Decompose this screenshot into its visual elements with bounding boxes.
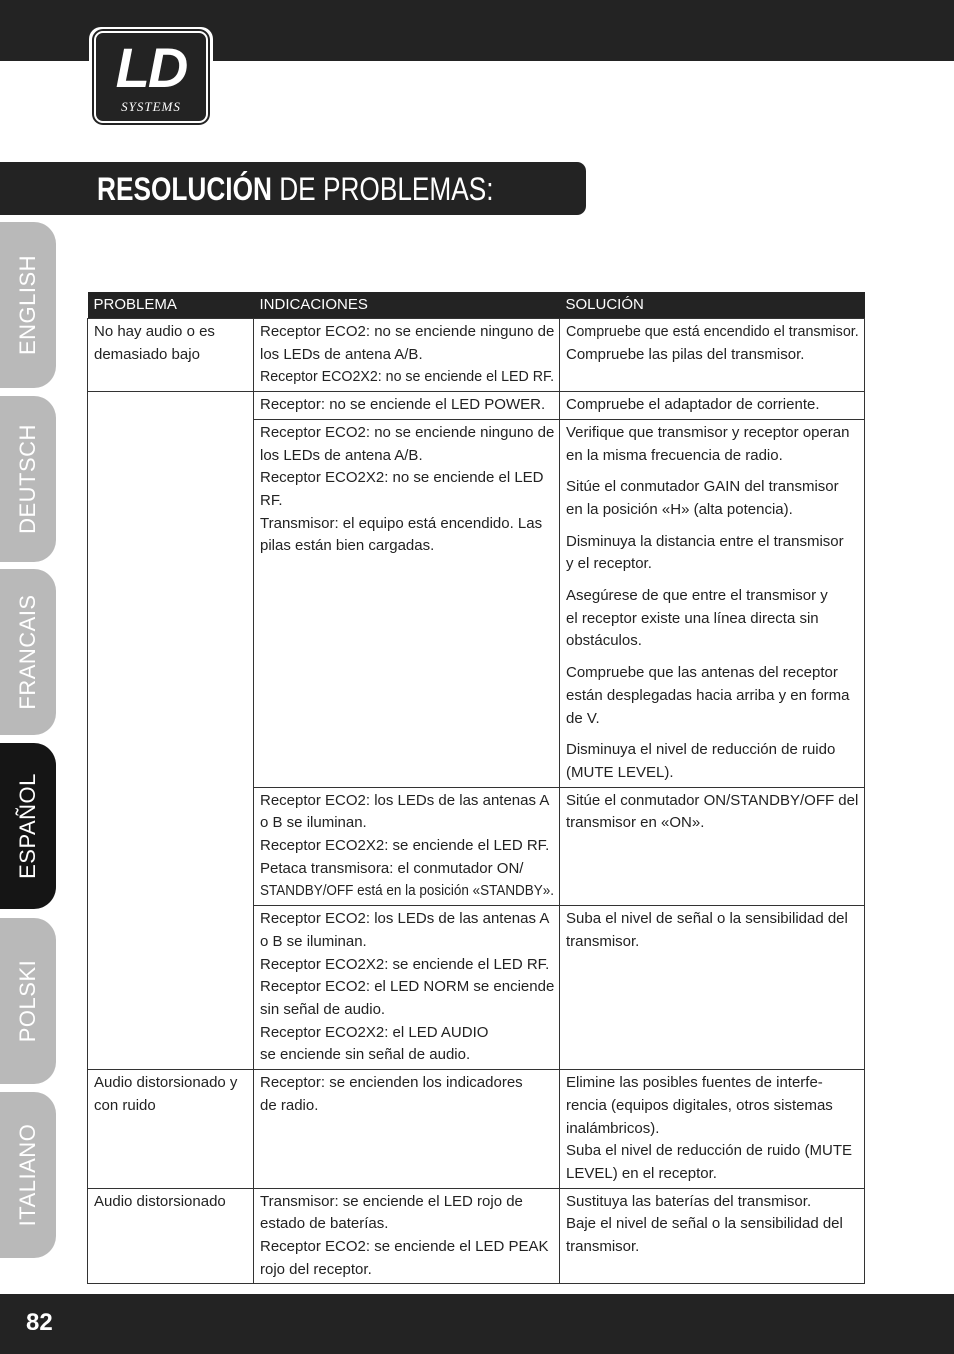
solution-paragraph — [566, 476, 859, 521]
indication-text: Receptor: no se enciende el LED POWER. — [260, 396, 546, 414]
indication-text: o B se iluminan. — [260, 814, 367, 832]
solution-paragraph — [566, 394, 859, 417]
indication-text: Receptor: se encienden los indicadores — [260, 1074, 523, 1092]
table-row — [88, 392, 865, 420]
solution-text: de V. — [566, 709, 600, 727]
indications-cell — [254, 787, 560, 906]
indication-text: sin señal de audio. — [260, 1000, 386, 1018]
solution-cell — [560, 392, 865, 420]
indication-text: Receptor ECO2X2: se enciende el LED RF. — [260, 837, 550, 855]
problem-text: Audio distorsionado y — [94, 1074, 238, 1092]
troubleshooting-table — [87, 292, 865, 1284]
table-row — [88, 906, 865, 1070]
indication-text: los LEDs de antena A/B. — [260, 345, 423, 363]
indication-text: Petaca transmisora: el conmutador ON/ — [260, 859, 524, 877]
indication-text: o B se iluminan. — [260, 932, 367, 950]
table-row — [88, 319, 865, 392]
problem-cell — [88, 906, 254, 1070]
table-header-row — [88, 292, 865, 319]
problem-cell — [88, 319, 254, 392]
indication-text: Receptor ECO2: no se enciende ninguno de — [260, 323, 555, 340]
solution-paragraph — [566, 1191, 859, 1259]
solution-text: rencia (equipos digitales, otros sistemas — [566, 1096, 833, 1114]
problem-cell — [88, 419, 254, 787]
solution-cell — [560, 1188, 865, 1284]
indication-text: Receptor ECO2X2: se enciende el LED RF. — [260, 955, 550, 973]
solution-text: LEVEL) en el receptor. — [566, 1164, 717, 1182]
table-row — [88, 1188, 865, 1284]
solution-text: Disminuya la distancia entre el transmisor — [566, 532, 844, 550]
problem-text: No hay audio o es — [94, 323, 215, 340]
indications-cell — [254, 419, 560, 787]
table-row — [88, 419, 865, 787]
indication-text: Receptor ECO2X2: no se enciende el LED — [260, 469, 544, 487]
indications-cell — [254, 1188, 560, 1284]
solution-text: Sustituya las baterías del transmisor. — [566, 1192, 812, 1210]
indications-cell — [254, 906, 560, 1070]
problem-cell — [88, 1070, 254, 1189]
solution-paragraph — [566, 739, 859, 784]
indication-text: pilas están bien cargadas. — [260, 537, 435, 555]
indication-text: RF. — [260, 491, 283, 509]
tab-espanol[interactable]: ESPAÑOL — [0, 743, 56, 909]
solution-text: y el receptor. — [566, 555, 652, 573]
solution-text: inalámbricos). — [566, 1119, 660, 1137]
solution-text: están desplegadas hacia arriba y en forma — [566, 686, 850, 704]
solution-text: Verifique que transmisor y receptor operan — [566, 423, 850, 441]
page-number: 82 — [26, 1309, 53, 1336]
solution-text: Compruebe las pilas del transmisor. — [566, 345, 805, 363]
problem-cell — [88, 787, 254, 906]
solution-cell — [560, 1070, 865, 1189]
problem-text: demasiado bajo — [94, 345, 200, 363]
solution-text: el receptor existe una línea directa sin — [566, 609, 819, 627]
page-title — [97, 165, 494, 213]
solution-cell — [560, 787, 865, 906]
table-row — [88, 1070, 865, 1189]
solution-text: transmisor en «ON». — [566, 814, 705, 832]
logo-systems-text: SYSTEMS — [121, 99, 181, 114]
indication-text: Receptor ECO2: el LED NORM se enciende — [260, 978, 555, 996]
solution-text: Compruebe que está encendido el transmisor. — [566, 323, 859, 340]
indications-cell — [254, 1070, 560, 1189]
solution-paragraph — [566, 1072, 859, 1186]
solution-text: Elimine las posibles fuentes de interfe- — [566, 1074, 823, 1092]
bottom-bar — [0, 1294, 954, 1354]
tab-deutsch[interactable]: DEUTSCH — [0, 396, 56, 562]
tab-italiano[interactable]: ITALIANO — [0, 1092, 56, 1258]
solution-paragraph — [566, 908, 859, 953]
solution-text: en la misma frecuencia de radio. — [566, 446, 783, 464]
solution-cell — [560, 319, 865, 392]
problem-text: con ruido — [94, 1096, 156, 1114]
problem-cell — [88, 392, 254, 420]
solution-text: transmisor. — [566, 1238, 640, 1256]
solution-paragraph — [566, 321, 859, 366]
ld-systems-logo — [89, 27, 213, 127]
solution-text: Suba el nivel de reducción de ruido (MUTE — [566, 1142, 852, 1160]
tab-english[interactable]: ENGLISH — [0, 222, 56, 388]
solution-text: transmisor. — [566, 932, 640, 950]
indication-text: Receptor ECO2: los LEDs de las antenas A — [260, 910, 550, 928]
solution-cell — [560, 419, 865, 787]
solution-text: Sitúe el conmutador GAIN del transmisor — [566, 478, 839, 496]
indications-cell — [254, 392, 560, 420]
tab-francais[interactable]: FRANCAIS — [0, 569, 56, 735]
solution-text: Suba el nivel de señal o la sensibilidad del — [566, 910, 848, 928]
tab-polski[interactable]: POLSKI — [0, 918, 56, 1084]
solution-text: Baje el nivel de señal o la sensibilidad del — [566, 1215, 843, 1233]
indication-text: Transmisor: el equipo está encendido. Las — [260, 514, 543, 532]
header-indications: INDICACIONES — [254, 292, 560, 319]
indication-text: Receptor ECO2X2: no se enciende el LED RF. — [260, 368, 555, 386]
indication-text: los LEDs de antena A/B. — [260, 446, 423, 464]
solution-text: Compruebe que las antenas del receptor — [566, 664, 838, 682]
solution-text: Asegúrese de que entre el transmisor y — [566, 587, 828, 605]
solution-text: en la posición «H» (alta potencia). — [566, 500, 793, 518]
header-problem: PROBLEMA — [88, 292, 254, 319]
table-row — [88, 787, 865, 906]
indication-text: de radio. — [260, 1096, 319, 1114]
indication-text: Receptor ECO2: se enciende el LED PEAK — [260, 1238, 549, 1256]
header-solution: SOLUCIÓN — [560, 292, 865, 319]
solution-text: obstáculos. — [566, 632, 642, 650]
indication-text: Receptor ECO2: no se enciende ninguno de — [260, 423, 555, 441]
title-rest: DE PROBLEMAS: — [271, 171, 494, 207]
solution-text: Compruebe el adaptador de corriente. — [566, 396, 820, 414]
indication-text: se enciende sin señal de audio. — [260, 1046, 471, 1064]
indication-text: estado de baterías. — [260, 1215, 389, 1233]
indication-text: Receptor ECO2X2: el LED AUDIO — [260, 1023, 489, 1041]
solution-text: (MUTE LEVEL). — [566, 763, 674, 781]
solution-cell — [560, 906, 865, 1070]
indications-cell — [254, 319, 560, 392]
solution-paragraph — [566, 662, 859, 730]
indication-text: Transmisor: se enciende el LED rojo de — [260, 1192, 523, 1210]
problem-text: Audio distorsionado — [94, 1192, 226, 1210]
solution-paragraph — [566, 422, 859, 467]
problem-cell — [88, 1188, 254, 1284]
solution-text: Sitúe el conmutador ON/STANDBY/OFF del — [566, 791, 859, 809]
indication-text: rojo del receptor. — [260, 1260, 372, 1278]
solution-paragraph — [566, 531, 859, 576]
solution-text: Disminuya el nivel de reducción de ruido — [566, 741, 836, 759]
logo-ld-text: LD — [115, 36, 187, 99]
solution-paragraph — [566, 585, 859, 653]
solution-paragraph — [566, 790, 859, 835]
indication-text: Receptor ECO2: los LEDs de las antenas A — [260, 791, 550, 809]
indication-text: STANDBY/OFF está en la posición «STANDBY». — [260, 882, 555, 900]
title-bold: RESOLUCIÓN — [97, 171, 272, 207]
